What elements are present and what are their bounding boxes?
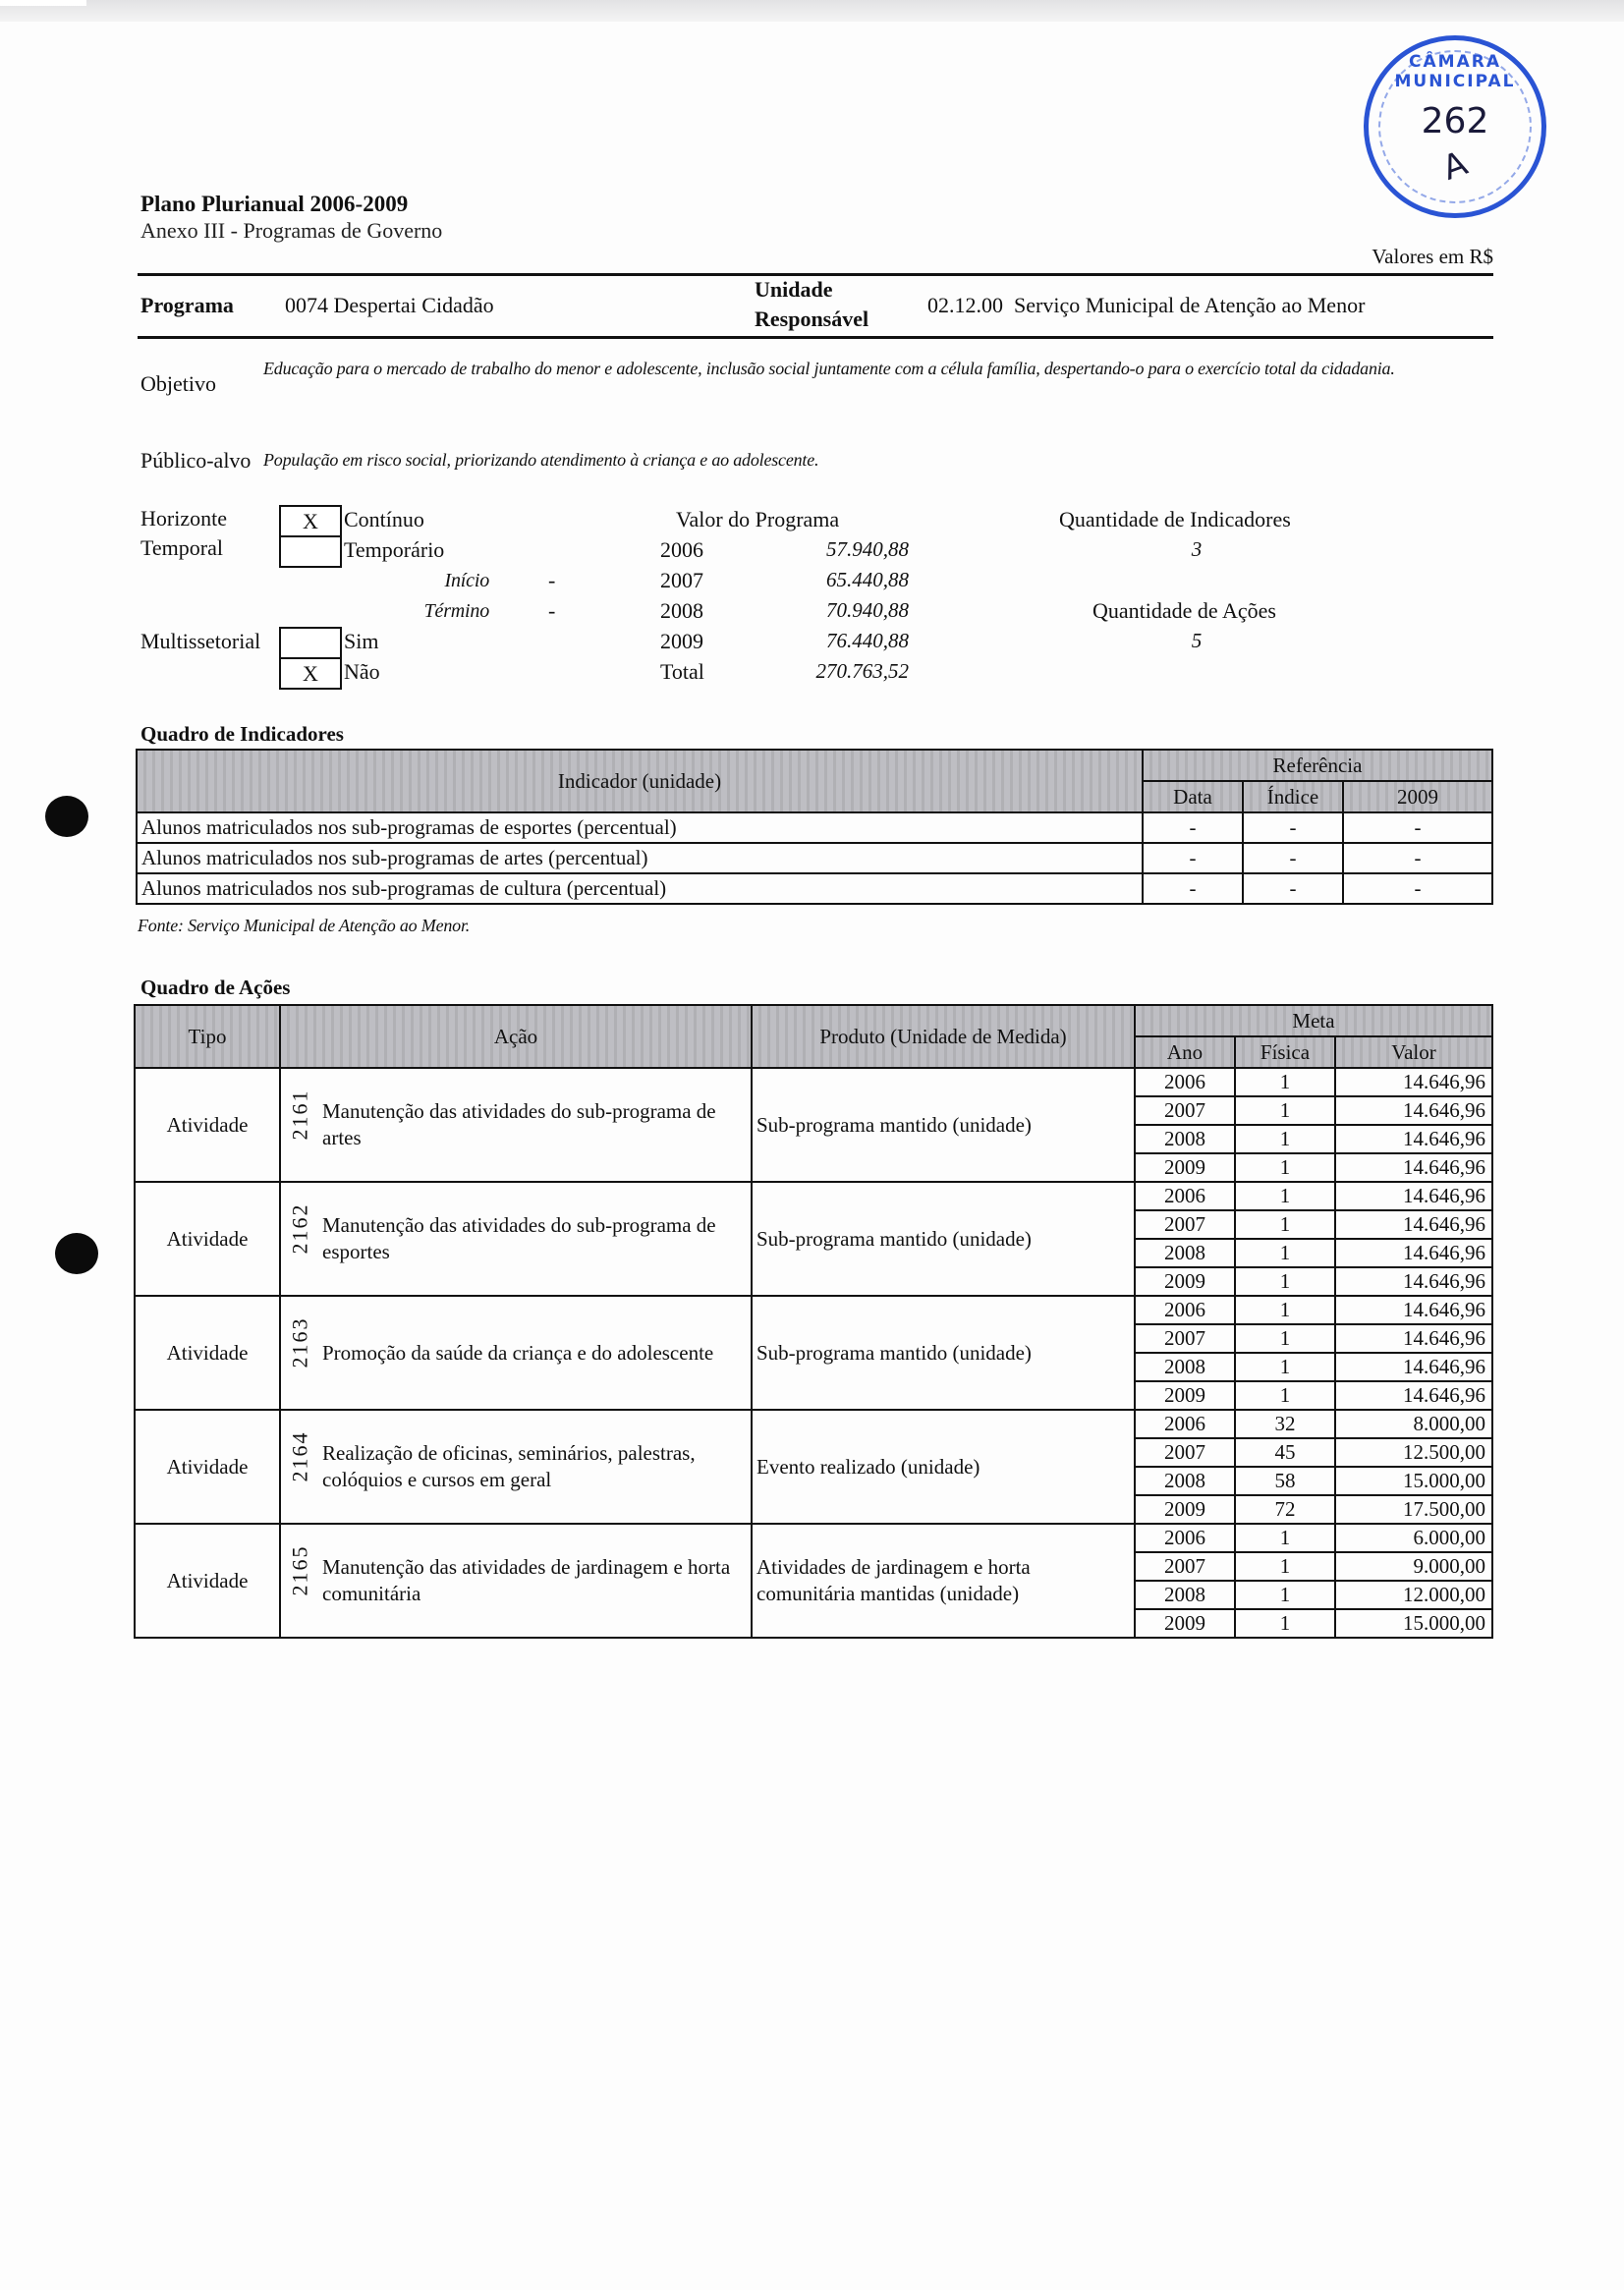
camara-municipal-stamp	[1364, 35, 1546, 218]
acao-cell	[280, 1182, 752, 1296]
col-indice-header: Índice	[1243, 781, 1343, 812]
meta-ano: 2007	[1135, 1552, 1235, 1581]
acoes-table	[134, 1004, 1493, 1639]
valor-year-2006: 2006	[660, 537, 703, 562]
stamp-initial: A	[1437, 143, 1473, 189]
meta-valor: 14.646,96	[1335, 1125, 1492, 1153]
meta-valor: 14.646,96	[1335, 1182, 1492, 1210]
acao-code: 2165	[287, 1544, 312, 1595]
acao-tipo: Atividade	[135, 1068, 280, 1182]
col-ano-header: Ano	[1135, 1036, 1235, 1068]
meta-valor: 14.646,96	[1335, 1353, 1492, 1381]
meta-fisica: 1	[1235, 1068, 1335, 1096]
acao-meta-row	[135, 1068, 1492, 1096]
meta-valor: 8.000,00	[1335, 1410, 1492, 1438]
meta-ano: 2008	[1135, 1581, 1235, 1609]
termino-label: Término	[423, 600, 489, 622]
document-subtitle: Anexo III - Programas de Governo	[140, 218, 443, 243]
objetivo-text: Educação para o mercado de trabalho do menor e adolescente, inclusão social juntamente com a célula família, despertando-o para o exercício total da cidadania.	[263, 359, 1395, 378]
meta-fisica: 1	[1235, 1096, 1335, 1125]
indicadores-table	[136, 749, 1493, 905]
indicador-2009: -	[1343, 843, 1492, 873]
inicio-label: Início	[444, 570, 489, 591]
continuo-checkbox[interactable]: X	[279, 505, 342, 537]
acao-produto: Atividades de jardinagem e horta comunitária mantidas (unidade)	[752, 1524, 1135, 1638]
acao-meta-row	[135, 1524, 1492, 1552]
meta-fisica: 1	[1235, 1296, 1335, 1324]
meta-ano: 2009	[1135, 1153, 1235, 1182]
meta-fisica: 1	[1235, 1267, 1335, 1296]
acao-tipo: Atividade	[135, 1296, 280, 1410]
acao-produto: Sub-programa mantido (unidade)	[752, 1296, 1135, 1410]
meta-fisica: 32	[1235, 1410, 1335, 1438]
acao-produto: Sub-programa mantido (unidade)	[752, 1182, 1135, 1296]
indicador-data: -	[1143, 843, 1243, 873]
meta-valor: 12.000,00	[1335, 1581, 1492, 1609]
sim-label: Sim	[344, 629, 379, 653]
valor-year-2009: 2009	[660, 629, 703, 653]
meta-fisica: 1	[1235, 1125, 1335, 1153]
indicador-name: Alunos matriculados nos sub-programas de cultura (percentual)	[137, 873, 1143, 904]
meta-fisica: 1	[1235, 1524, 1335, 1552]
indicador-row	[137, 873, 1492, 904]
meta-ano: 2006	[1135, 1524, 1235, 1552]
qtd-acoes-label: Quantidade de Ações	[1092, 598, 1276, 623]
meta-fisica: 72	[1235, 1495, 1335, 1524]
meta-ano: 2006	[1135, 1296, 1235, 1324]
acao-tipo: Atividade	[135, 1524, 280, 1638]
acao-cell	[280, 1524, 752, 1638]
meta-ano: 2008	[1135, 1125, 1235, 1153]
stamp-page-number: 262	[1421, 101, 1489, 141]
unidade-value: 02.12.00 Serviço Municipal de Atenção ao Menor	[927, 293, 1366, 317]
continuo-label: Contínuo	[344, 507, 424, 531]
col-acao-header: Ação	[280, 1005, 752, 1068]
col-valor-header: Valor	[1335, 1036, 1492, 1068]
indicador-indice: -	[1243, 873, 1343, 904]
acao-description: Manutenção das atividades de jardinagem e horta comunitária	[322, 1555, 731, 1605]
acao-meta-row	[135, 1182, 1492, 1210]
objetivo-label: Objetivo	[140, 371, 216, 396]
col-indicador-header: Indicador (unidade)	[137, 750, 1143, 812]
nao-label: Não	[344, 659, 380, 684]
col-fisica-header: Física	[1235, 1036, 1335, 1068]
meta-fisica: 1	[1235, 1581, 1335, 1609]
meta-fisica: 1	[1235, 1210, 1335, 1239]
temporal-label: Temporal	[140, 535, 223, 560]
scan-top-shadow	[0, 0, 1624, 22]
acao-meta-row	[135, 1410, 1492, 1438]
meta-ano: 2009	[1135, 1381, 1235, 1410]
multissetorial-label: Multissetorial	[140, 629, 261, 653]
acao-cell	[280, 1410, 752, 1524]
meta-valor: 15.000,00	[1335, 1467, 1492, 1495]
indicador-row	[137, 843, 1492, 873]
programa-value: 0074 Despertai Cidadão	[285, 293, 494, 317]
meta-fisica: 1	[1235, 1552, 1335, 1581]
temporario-label: Temporário	[344, 537, 445, 562]
qtd-indicadores-label: Quantidade de Indicadores	[1059, 507, 1291, 531]
meta-valor: 17.500,00	[1335, 1495, 1492, 1524]
header-rule-top	[138, 273, 1493, 276]
acao-cell	[280, 1296, 752, 1410]
meta-ano: 2007	[1135, 1210, 1235, 1239]
meta-fisica: 1	[1235, 1153, 1335, 1182]
document-title: Plano Plurianual 2006-2009	[140, 192, 409, 216]
indicadores-section-title: Quadro de Indicadores	[140, 722, 344, 746]
acao-description: Manutenção das atividades do sub-programa de esportes	[322, 1213, 716, 1263]
acao-tipo: Atividade	[135, 1182, 280, 1296]
meta-valor: 14.646,96	[1335, 1381, 1492, 1410]
valor-2007: 65.440,88	[826, 568, 909, 591]
valor-total-label: Total	[660, 659, 704, 684]
meta-valor: 12.500,00	[1335, 1438, 1492, 1467]
header-rule-bottom	[138, 336, 1493, 339]
programa-label: Programa	[140, 293, 234, 317]
meta-valor: 14.646,96	[1335, 1153, 1492, 1182]
meta-ano: 2006	[1135, 1410, 1235, 1438]
acao-code: 2161	[287, 1089, 312, 1140]
col-tipo-header: Tipo	[135, 1005, 280, 1068]
qtd-acoes-value: 5	[1191, 629, 1203, 652]
acao-cell	[280, 1068, 752, 1182]
meta-fisica: 1	[1235, 1239, 1335, 1267]
meta-fisica: 1	[1235, 1609, 1335, 1638]
horizonte-label: Horizonte	[140, 506, 227, 531]
meta-valor: 14.646,96	[1335, 1239, 1492, 1267]
publico-alvo-label: Público-alvo	[140, 448, 252, 473]
meta-ano: 2008	[1135, 1239, 1235, 1267]
col-2009-header: 2009	[1343, 781, 1492, 812]
temporario-checkbox[interactable]	[279, 535, 342, 568]
indicador-2009: -	[1343, 812, 1492, 843]
indicador-data: -	[1143, 812, 1243, 843]
meta-ano: 2008	[1135, 1467, 1235, 1495]
qtd-indicadores-value: 3	[1191, 537, 1203, 561]
meta-valor: 14.646,96	[1335, 1068, 1492, 1096]
unidade-label-line2: Responsável	[755, 307, 869, 331]
meta-valor: 14.646,96	[1335, 1296, 1492, 1324]
binder-hole-icon	[45, 796, 88, 837]
valor-year-2007: 2007	[660, 568, 703, 592]
indicador-data: -	[1143, 873, 1243, 904]
col-produto-header: Produto (Unidade de Medida)	[752, 1005, 1135, 1068]
indicadores-fonte: Fonte: Serviço Municipal de Atenção ao Menor.	[138, 916, 471, 935]
meta-fisica: 1	[1235, 1324, 1335, 1353]
valor-2006: 57.940,88	[826, 537, 909, 561]
col-meta-header: Meta	[1135, 1005, 1492, 1036]
currency-note: Valores em R$	[1372, 245, 1493, 268]
valor-2009: 76.440,88	[826, 629, 909, 652]
meta-ano: 2006	[1135, 1182, 1235, 1210]
indicador-indice: -	[1243, 843, 1343, 873]
meta-valor: 6.000,00	[1335, 1524, 1492, 1552]
meta-ano: 2007	[1135, 1324, 1235, 1353]
binder-hole-icon	[55, 1233, 98, 1274]
meta-fisica: 1	[1235, 1381, 1335, 1410]
indicador-2009: -	[1343, 873, 1492, 904]
meta-valor: 14.646,96	[1335, 1324, 1492, 1353]
acao-description: Manutenção das atividades do sub-programa de artes	[322, 1099, 716, 1149]
indicador-name: Alunos matriculados nos sub-programas de esportes (percentual)	[137, 812, 1143, 843]
acao-code: 2163	[287, 1316, 312, 1368]
acao-meta-row	[135, 1296, 1492, 1324]
sim-checkbox[interactable]	[279, 627, 342, 659]
meta-fisica: 1	[1235, 1182, 1335, 1210]
valor-year-2008: 2008	[660, 598, 703, 623]
publico-alvo-text: População em risco social, priorizando atendimento à criança e ao adolescente.	[263, 450, 819, 470]
acao-code: 2162	[287, 1202, 312, 1254]
meta-valor: 9.000,00	[1335, 1552, 1492, 1581]
acao-description: Promoção da saúde da criança e do adolescente	[322, 1340, 714, 1365]
valor-2008: 70.940,88	[826, 598, 909, 622]
meta-valor: 15.000,00	[1335, 1609, 1492, 1638]
indicador-row	[137, 812, 1492, 843]
stamp-text: CÂMARA MUNICIPAL	[1394, 52, 1516, 91]
acao-produto: Evento realizado (unidade)	[752, 1410, 1135, 1524]
meta-ano: 2006	[1135, 1068, 1235, 1096]
meta-valor: 14.646,96	[1335, 1267, 1492, 1296]
termino-value: -	[548, 598, 556, 623]
meta-valor: 14.646,96	[1335, 1210, 1492, 1239]
valor-programa-label: Valor do Programa	[676, 507, 840, 531]
meta-ano: 2009	[1135, 1495, 1235, 1524]
meta-ano: 2008	[1135, 1353, 1235, 1381]
acao-tipo: Atividade	[135, 1410, 280, 1524]
valor-total: 270.763,52	[815, 659, 909, 683]
scan-corner	[0, 0, 86, 6]
meta-valor: 14.646,96	[1335, 1096, 1492, 1125]
meta-fisica: 45	[1235, 1438, 1335, 1467]
col-data-header: Data	[1143, 781, 1243, 812]
acao-code: 2164	[287, 1430, 312, 1481]
indicador-name: Alunos matriculados nos sub-programas de artes (percentual)	[137, 843, 1143, 873]
col-referencia-header: Referência	[1143, 750, 1492, 781]
acoes-section-title: Quadro de Ações	[140, 976, 291, 999]
meta-ano: 2009	[1135, 1267, 1235, 1296]
meta-ano: 2007	[1135, 1438, 1235, 1467]
meta-fisica: 58	[1235, 1467, 1335, 1495]
inicio-value: -	[548, 568, 556, 592]
indicador-indice: -	[1243, 812, 1343, 843]
unidade-label-line1: Unidade	[755, 277, 833, 302]
acao-produto: Sub-programa mantido (unidade)	[752, 1068, 1135, 1182]
meta-ano: 2007	[1135, 1096, 1235, 1125]
meta-ano: 2009	[1135, 1609, 1235, 1638]
meta-fisica: 1	[1235, 1353, 1335, 1381]
nao-checkbox[interactable]: X	[279, 657, 342, 690]
acao-description: Realização de oficinas, seminários, palestras, colóquios e cursos em geral	[322, 1441, 696, 1491]
